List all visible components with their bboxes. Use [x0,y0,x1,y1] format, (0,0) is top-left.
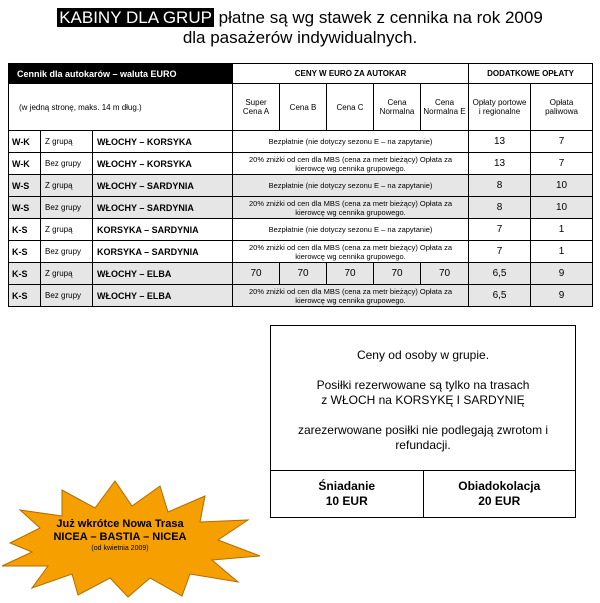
price-table [8,63,593,307]
fuel-fee: 10 [531,175,593,197]
price-note: 20% zniżki od cen dla MBS (cena za metr bieżący) Opłata za kierowcę wg cennika grupowego. [233,241,469,263]
route-code: W-K [9,131,41,153]
meal-breakfast-name: Śniadanie [318,479,376,493]
promo-line-1: Już wkrótce Nowa Trasa [56,518,184,530]
route-code: K-S [9,263,41,285]
route-code: K-S [9,285,41,307]
group-type: Z grupą [41,131,93,153]
route-name: WŁOCHY – SARDYNIA [93,175,233,197]
price-normal-e: 70 [421,263,469,285]
table-row [9,241,593,263]
meal-dinner [423,471,576,518]
promo-line-3: (od kwietnia 2009) [91,545,149,552]
route-name: WŁOCHY – ELBA [93,263,233,285]
price-note: 20% zniżki od cen dla MBS (cena za metr bieżący) Opłata za kierowcę wg cennika grupowego. [233,197,469,219]
route-code: K-S [9,241,41,263]
port-fee: 13 [469,153,531,175]
port-fee: 7 [469,241,531,263]
fuel-fee: 9 [531,263,593,285]
port-fee: 8 [469,197,531,219]
price-note: 20% zniżki od cen dla MBS (cena za metr bieżący) Opłata za kierowcę wg cennika grupowego. [233,285,469,307]
group-type: Bez grupy [41,197,93,219]
route-name: WŁOCHY – SARDYNIA [93,197,233,219]
port-fee: 13 [469,131,531,153]
price-note: Bezpłatnie (nie dotyczy sezonu E – na zapytanie) [233,175,469,197]
group-type: Z grupą [41,263,93,285]
meal-dinner-price: 20 EUR [478,494,521,508]
port-fee: 6,5 [469,263,531,285]
route-name: KORSYKA – SARDYNIA [93,219,233,241]
meals-info-box [270,325,576,518]
meals-info-text [271,326,575,470]
meal-dinner-name: Obiadokolacja [458,479,541,493]
col-price-normal: Cena Normalna [374,84,421,131]
heading-highlight: KABINY DLA GRUP [59,8,212,27]
group-type: Z grupą [41,175,93,197]
info-meals-line-1: Posiłki rezerwowane są tylko na trasach [316,378,530,392]
port-fee: 6,5 [469,285,531,307]
table-row [9,285,593,307]
fuel-fee: 10 [531,197,593,219]
meal-breakfast-price: 10 EUR [325,494,368,508]
col-price-normal-e: Cena Normalna E [421,84,469,131]
fuel-fee: 1 [531,219,593,241]
table-row [9,131,593,153]
route-code: K-S [9,219,41,241]
group-type: Bez grupy [41,241,93,263]
price-super: 70 [233,263,280,285]
port-fee: 7 [469,219,531,241]
col-price-c: Cena C [327,84,374,131]
group-type: Bez grupy [41,153,93,175]
col-price-b: Cena B [280,84,327,131]
price-note: 20% zniżki od cen dla MBS (cena za metr bieżący) Opłata za kierowcę wg cennika grupowego. [233,153,469,175]
table-row [9,197,593,219]
heading-line-2: dla pasażerów indywidualnych. [182,28,418,47]
heading-line-1 [0,8,600,28]
fuel-fee: 9 [531,285,593,307]
table-subtitle: (w jedną stronę, maks. 14 m dług.) [9,84,233,131]
table-row [9,153,593,175]
col-fuel-fee: Opłata paliwowa [531,84,593,131]
info-no-refund: zarezerwowane posiłki nie podlegają zwrotom i refundacji. [297,423,549,452]
price-note: Bezpłatnie (nie dotyczy sezonu E – na zapytanie) [233,131,469,153]
col-super-price: Super Cena A [233,84,280,131]
route-code: W-S [9,197,41,219]
route-name: WŁOCHY – KORSYKA [93,153,233,175]
group-type: Bez grupy [41,285,93,307]
col-port-fees: Opłaty portowe i regionalne [469,84,531,131]
table-row [9,219,593,241]
info-meals-line-2: z WŁOCH na KORSYKĘ I SARDYNIĘ [321,393,525,407]
heading-line-1-text: płatne są wg stawek z cennika na rok 2009 [213,8,543,27]
fuel-fee: 1 [531,241,593,263]
price-b: 70 [280,263,327,285]
meal-prices [271,470,575,518]
fuel-fee: 7 [531,131,593,153]
table-row [9,263,593,285]
promo-line-2: NICEA – BASTIA – NICEA [53,531,187,543]
price-c: 70 [327,263,374,285]
info-price-per-person: Ceny od osoby w grupie. [356,348,490,362]
header-euro-prices: CENY W EURO ZA AUTOKAR [233,64,469,84]
promo-text [0,518,240,553]
route-code: W-S [9,175,41,197]
price-note: Bezpłatnie (nie dotyczy sezonu E – na zapytanie) [233,219,469,241]
price-normal: 70 [374,263,421,285]
header-extra-fees: DODATKOWE OPŁATY [469,64,593,84]
page-heading [0,8,600,48]
route-name: WŁOCHY – KORSYKA [93,131,233,153]
route-code: W-K [9,153,41,175]
group-type: Z grupą [41,219,93,241]
route-name: WŁOCHY – ELBA [93,285,233,307]
table-row [9,175,593,197]
port-fee: 8 [469,175,531,197]
route-name: KORSYKA – SARDYNIA [93,241,233,263]
table-title: Cennik dla autokarów – waluta EURO [9,64,233,84]
fuel-fee: 7 [531,153,593,175]
meal-breakfast [271,471,423,518]
